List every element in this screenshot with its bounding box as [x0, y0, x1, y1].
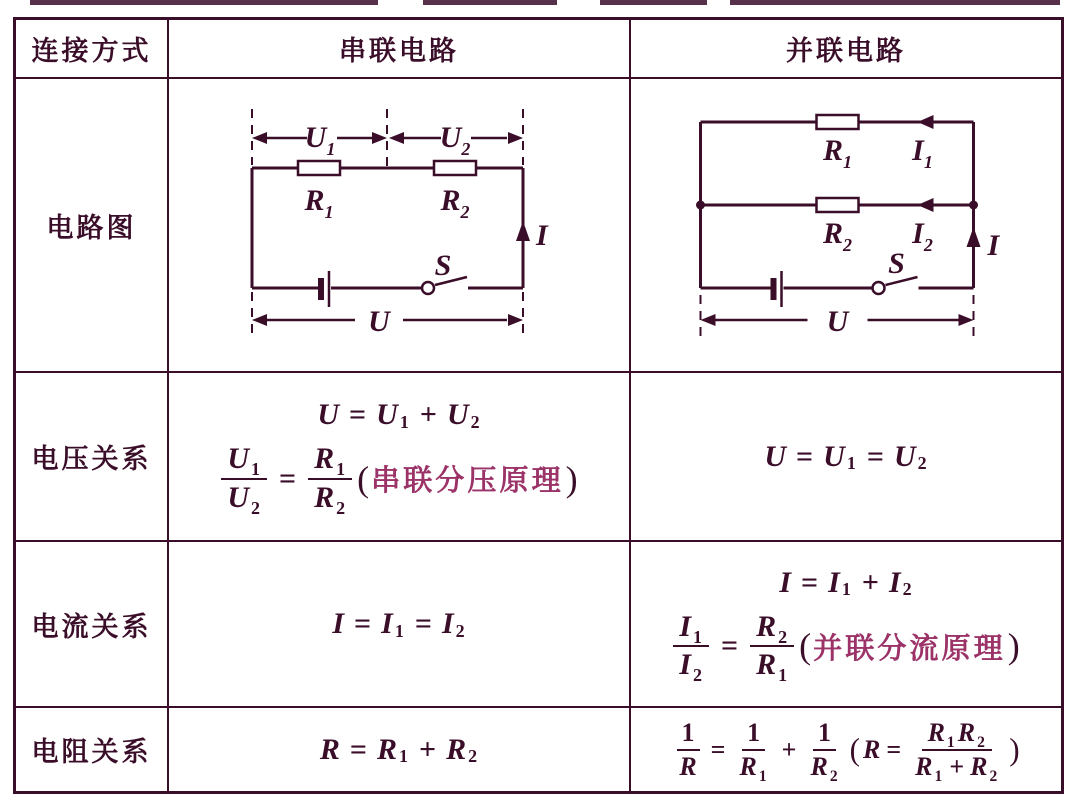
series-circuit-diagram-cell: [169, 79, 631, 373]
header-series-circuit: [169, 20, 631, 79]
resistance-series-cell: [169, 708, 631, 791]
u2-arrow-right-icon: [508, 132, 523, 144]
switch-icon: [422, 282, 434, 294]
formula-resistance-series-sum: R = R 1 + R 2: [319, 732, 478, 767]
u1-arrow-right-icon: [372, 132, 387, 144]
current-series-cell: [169, 542, 631, 708]
row-label-current-relation: [16, 542, 169, 708]
formula-voltage-parallel-equal: U = U 1 = U 2: [764, 439, 927, 474]
fraction: R 1 R 2: [308, 442, 352, 515]
i1-arrow-icon: [918, 115, 934, 129]
junction-node-icon: [696, 201, 705, 210]
formula-current-divider-principle: I 1 I 2 = R 2 R 1 ( 并联分流原理 ): [670, 610, 1021, 683]
row-label: 电路图: [46, 212, 137, 243]
u-arrow-right-icon: [959, 314, 974, 326]
switch-label: S: [888, 247, 905, 280]
fraction: 1 R 1: [739, 717, 767, 785]
formula-current-parallel-sum: I = I 1 + I 2: [779, 565, 912, 600]
current-parallel-cell: [631, 542, 1061, 708]
header-label: 连接方式: [31, 36, 152, 66]
r1-label: $R_1$: [822, 134, 853, 172]
fraction: I 1 I 2: [673, 610, 709, 683]
u-total-label: U: [826, 305, 849, 338]
u1-label: $U_1$: [304, 121, 336, 159]
header-label: 串联电路: [339, 36, 459, 66]
crop-artifact-line: [423, 0, 557, 5]
row-label: 电流关系: [31, 611, 152, 642]
u2-arrow-left-icon: [389, 132, 404, 144]
u-arrow-right-icon: [508, 314, 523, 326]
fraction: U 1 U 2: [221, 442, 267, 515]
row-label-voltage-relation: [16, 373, 169, 542]
fraction: R 2 R 1: [750, 610, 794, 683]
row-label: 电阻关系: [31, 737, 152, 767]
resistor-r1-icon: [817, 115, 859, 129]
i1-label: $I_1$: [912, 134, 933, 172]
header-connection-method: [16, 20, 169, 79]
u2-label: $U_2$: [439, 121, 471, 159]
i2-label: $I_2$: [912, 217, 933, 255]
current-label: I: [987, 229, 1000, 262]
u-arrow-left-icon: [701, 314, 716, 326]
r1-label: $R_1$: [304, 184, 334, 222]
fraction: 1 R 2: [810, 717, 838, 785]
formula-resistance-parallel-reciprocal: $\frac{1}{R}$ = 1 R 1 + 1 R 2 ( R = R 1 R 2 R 1 + R 2 ): [670, 718, 1021, 782]
current-label: I: [536, 219, 548, 252]
header-label: 并联电路: [786, 36, 906, 66]
u-arrow-left-icon: [252, 314, 267, 326]
series-circuit-diagram: [169, 79, 629, 371]
parallel-circuit-diagram-cell: [631, 79, 1061, 373]
resistor-r1-icon: [298, 161, 340, 175]
u-total-label: U: [368, 305, 390, 338]
voltage-series-cell: [169, 373, 631, 542]
u1-arrow-left-icon: [252, 132, 267, 144]
voltage-parallel-cell: [631, 373, 1061, 542]
fraction: $\frac{1}{R}$: [673, 718, 702, 782]
i2-arrow-icon: [918, 198, 934, 212]
row-label-circuit-diagram: [16, 79, 169, 373]
formula-current-series-equal: I = I 1 = I 2: [332, 607, 465, 641]
resistor-r2-icon: [434, 161, 476, 175]
crop-artifact-line: [730, 0, 1060, 5]
resistor-r2-icon: [817, 198, 859, 212]
r2-label: $R_2$: [822, 217, 853, 255]
formula-voltage-divider-principle: U 1 U 2 = R 1 R 2 ( 串联分压原理 ): [218, 442, 579, 515]
circuit-wire: [252, 168, 523, 288]
fraction: R 1 R 2 R 1 + R 2: [915, 717, 998, 785]
header-parallel-circuit: [631, 20, 1061, 79]
row-label: 电压关系: [31, 444, 152, 474]
switch-icon: [873, 282, 885, 294]
parallel-circuit-diagram: [631, 79, 1061, 371]
switch-label: S: [434, 249, 452, 282]
crop-artifact-line: [30, 0, 378, 5]
current-arrow-icon: [967, 227, 981, 247]
junction-node-icon: [969, 201, 978, 210]
current-arrow-icon: [516, 221, 530, 241]
formula-voltage-series-sum: U = U 1 + U 2: [317, 398, 480, 432]
crop-artifact-line: [600, 0, 707, 5]
row-label-resistance-relation: [16, 708, 169, 791]
comparison-table: [13, 17, 1064, 794]
r2-label: $R_2$: [440, 184, 470, 222]
resistance-parallel-cell: [631, 708, 1061, 791]
